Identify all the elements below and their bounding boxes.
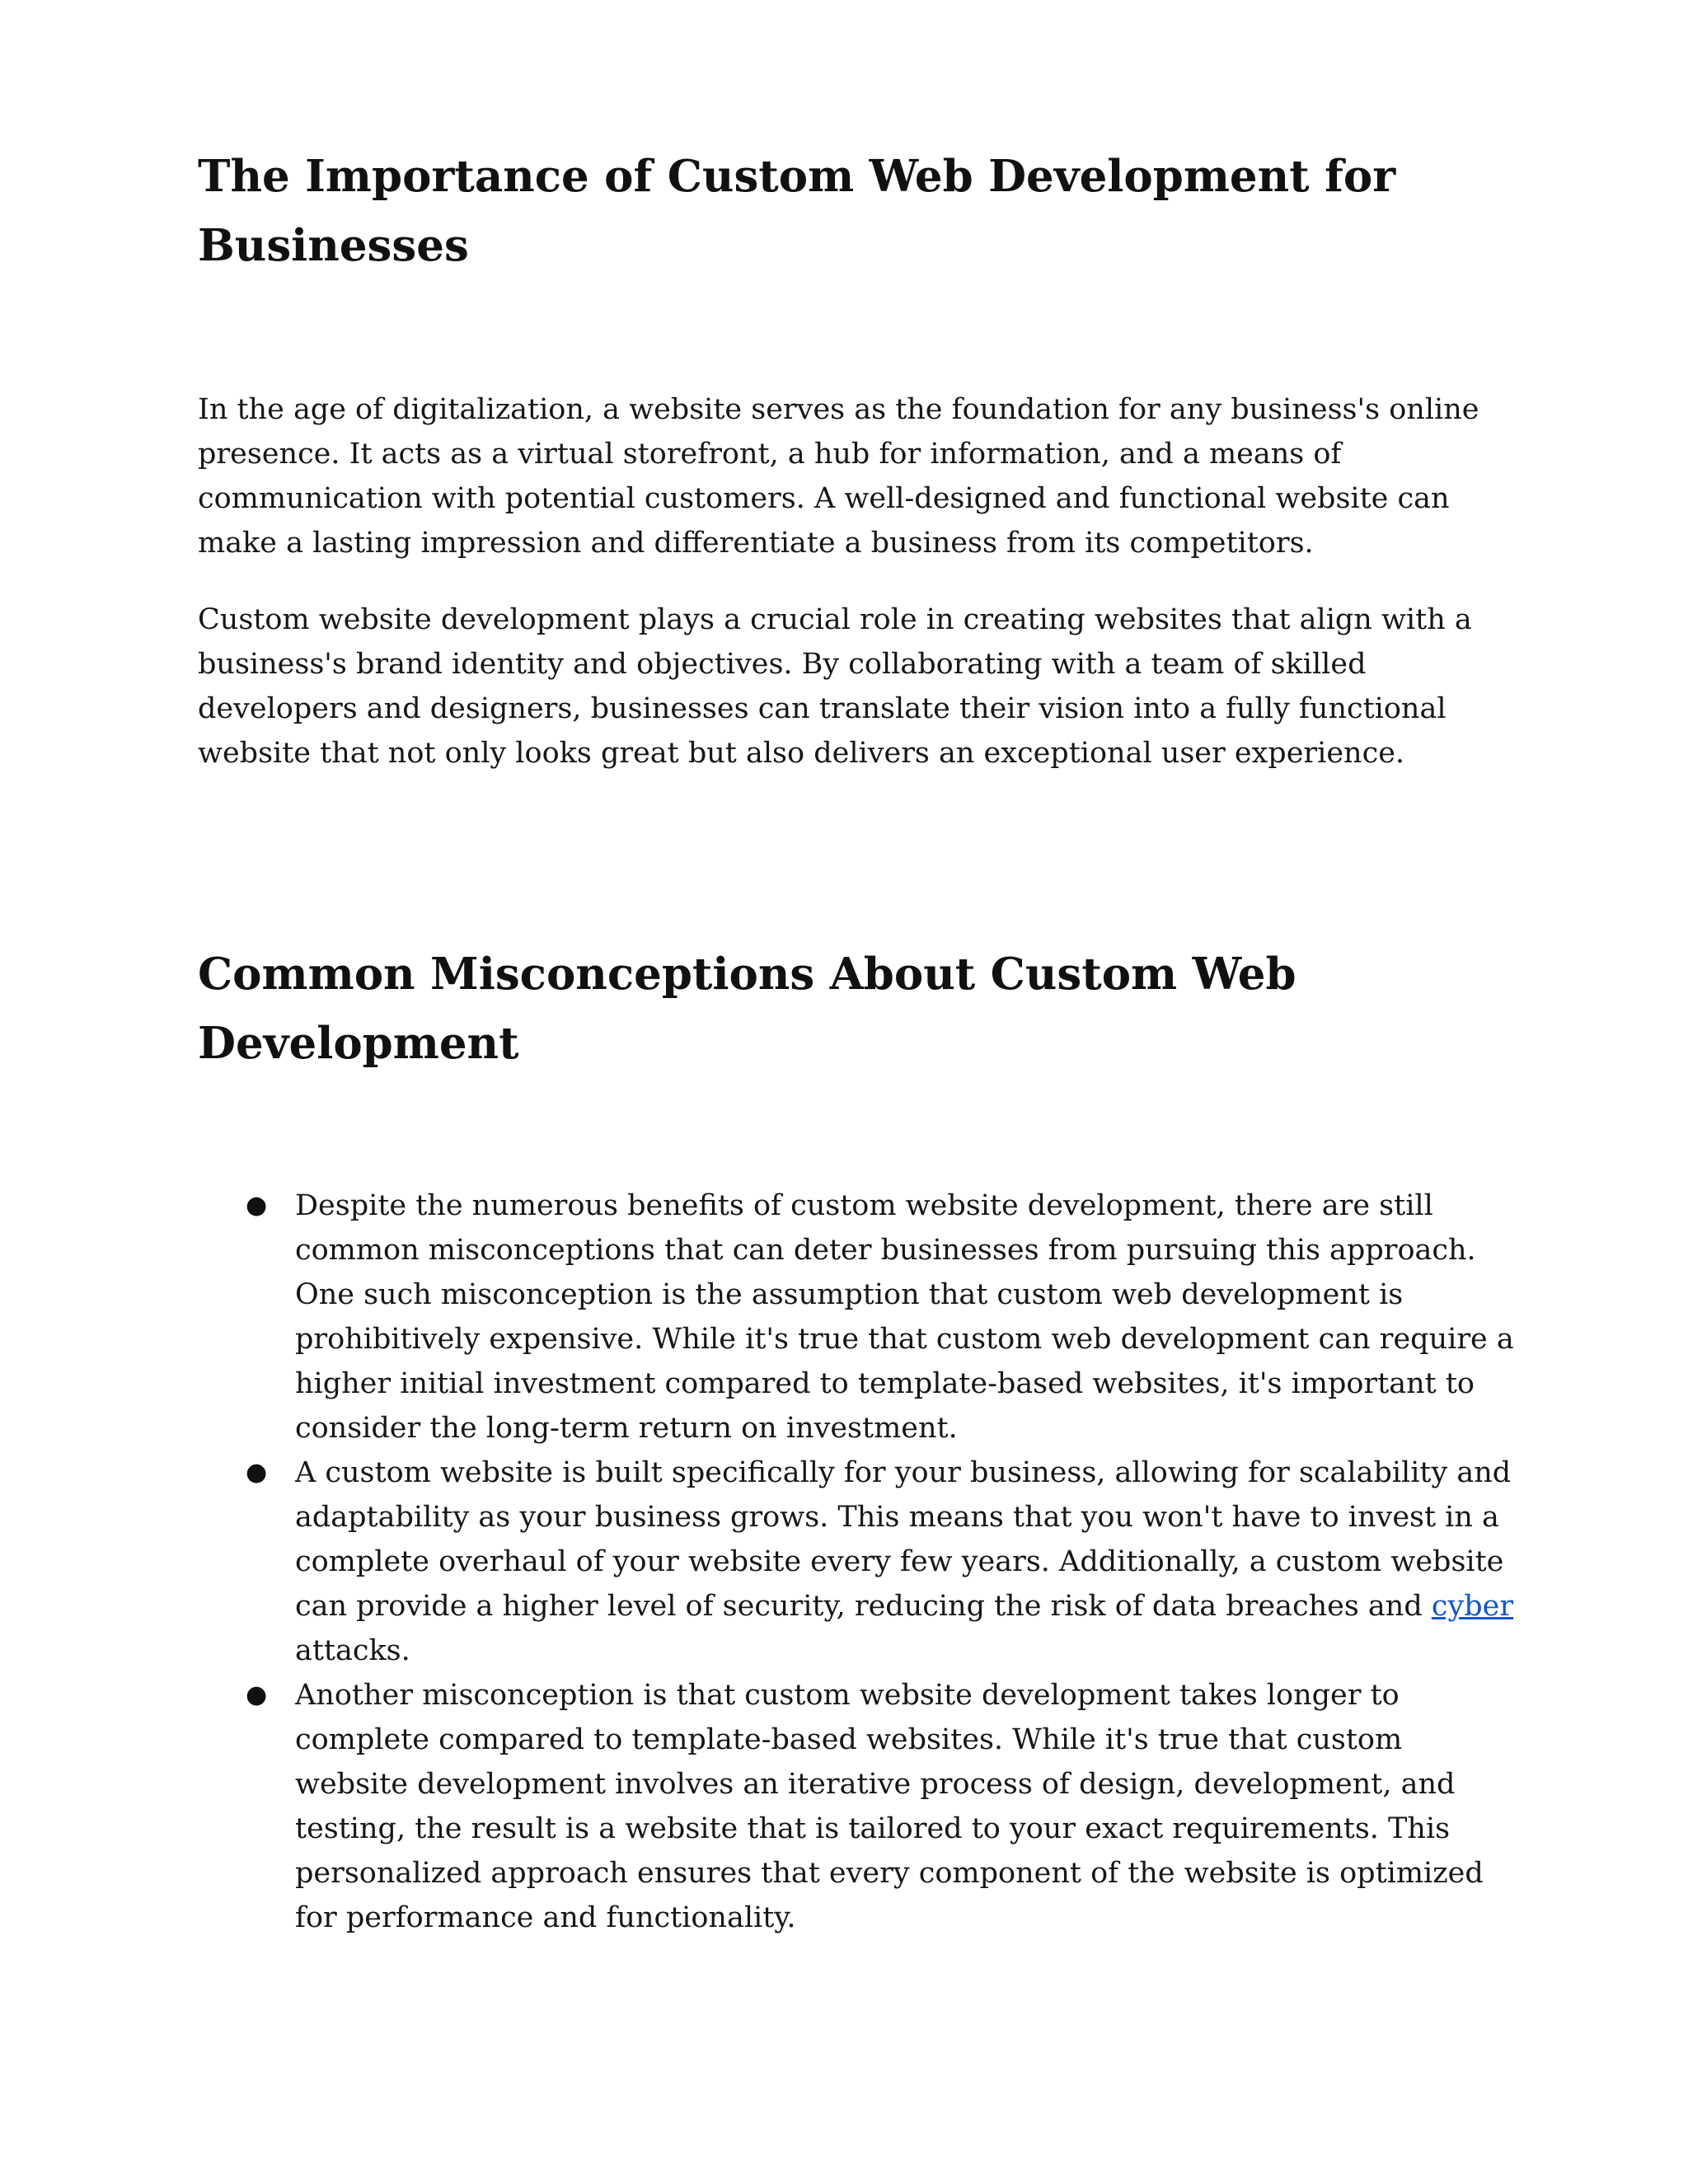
bullet-icon: ● — [246, 1458, 268, 1487]
cyber-link[interactable]: cyber — [1431, 1590, 1514, 1623]
misconceptions-list — [198, 1183, 1517, 1940]
list-item-text: Despite the numerous benefits of custom website development, there are still common misconceptions that can deter businesses from pursuing this approach. One such misconception is the assumption that custom web development is prohibitively expensive. While it's true that custom web development can require a higher initial investment compared to template-based websites, it's important to consider the long-term return on investment. — [295, 1189, 1514, 1445]
list-item-text: Another misconception is that custom website development takes longer to complete compared to template-based websites. While it's true that custom website development involves an iterative process of design, development, and testing, the result is a website that is tailored to your exact requirements. This personalized approach ensures that every component of the website is optimized for performance and functionality. — [295, 1679, 1484, 1934]
list-item-text-tail: attacks. — [295, 1634, 410, 1667]
list-item — [198, 1451, 1517, 1673]
intro-paragraph: In the age of digitalization, a website serves as the foundation for any business's online presence. It acts as a virtual storefront, a hub for information, and a means of communication with potential customers. A well-designed and functional website can make a lasting impression and differentiate a business from its competitors. — [198, 393, 1479, 560]
list-item — [198, 1673, 1517, 1940]
list-item-text: A custom website is built specifically for your business, allowing for scalability and adaptability as your business grows. This means that you won't have to invest in a complete overhaul of your website every few years. Additionally, a custom website can provide a higher level of security, reducing the risk of data breaches and — [295, 1456, 1512, 1623]
section-heading-misconceptions: Common Misconceptions About Custom Web Development — [198, 949, 1296, 1069]
list-item — [198, 1183, 1517, 1451]
bullet-icon: ● — [246, 1680, 268, 1709]
bullet-icon: ● — [246, 1191, 268, 1220]
custom-development-paragraph: Custom website development plays a crucial role in creating websites that align with a business's brand identity and objectives. By collaborating with a team of skilled developers and designers, businesses can translate their vision into a fully functional website that not only looks great but also delivers an exceptional user experience. — [198, 603, 1472, 770]
section-heading-importance: The Importance of Custom Web Development for Businesses — [198, 151, 1396, 271]
